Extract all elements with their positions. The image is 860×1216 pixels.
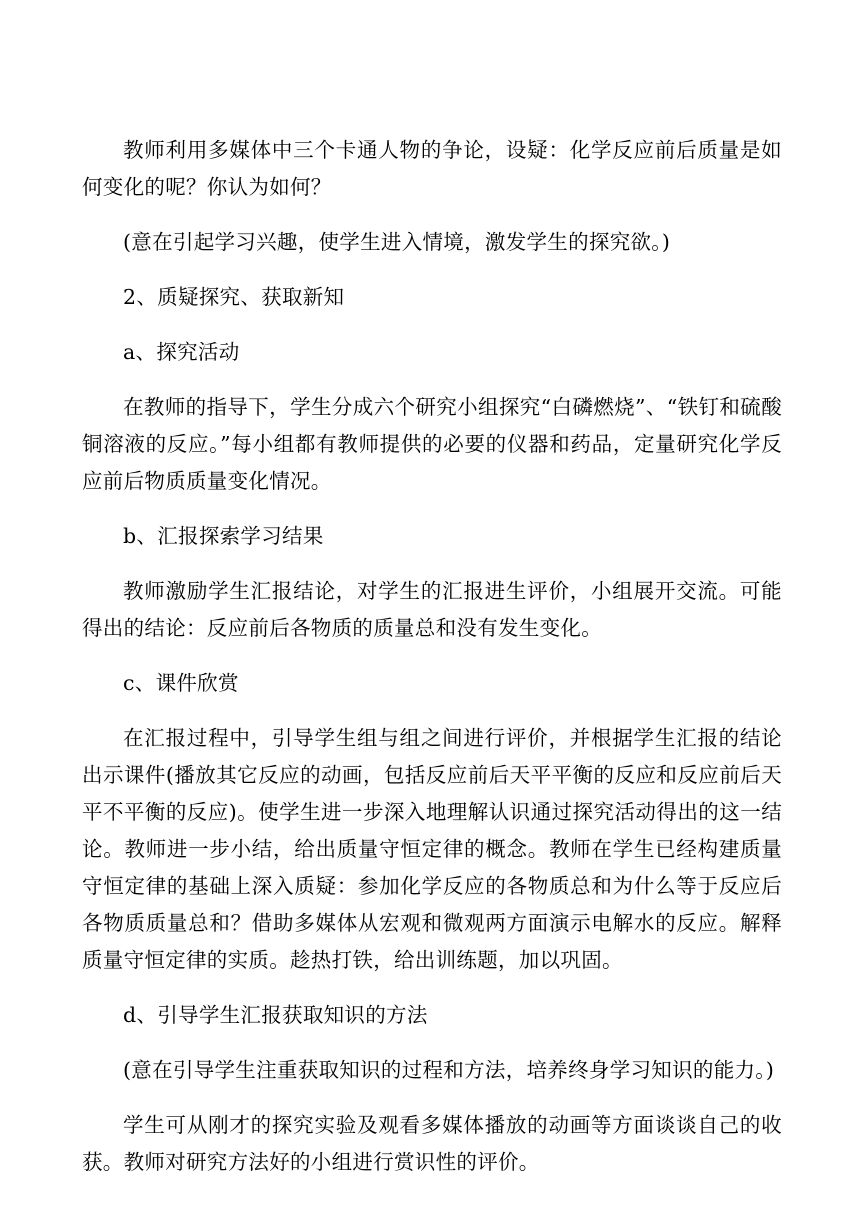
paragraph-reflection: 学生可从刚才的探究实验及观看多媒体播放的动画等方面谈谈自己的收获。教师对研究方法好的小组进行赏识性的评价。 [82, 1113, 782, 1174]
paragraph-purpose-2: (意在引导学生注重获取知识的过程和方法，培养终身学习知识的能力。) [123, 1058, 775, 1082]
paragraph-courseware: 在汇报过程中，引导学生组与组之间进行评价，并根据学生汇报的结论出示课件(播放其它反应的动画，包括反应前后天平平衡的反应和反应前后天平不平衡的反应)。使学生进一步深入地理解认识通过探究活动得出的这一结论。教师进一步小结，给出质量守恒定律的概念。教师在学生已经构建质量守恒定律的基础上深入质疑：参加化学反应的各物质总和为什么等于反应后各物质质量总和？借助多媒体从宏观和微观两方面演示电解水的反应。解释质量守恒定律的实质。趁热打铁，给出训练题，加以巩固。 [82, 726, 782, 972]
paragraph-activity: 在教师的指导下，学生分成六个研究小组探究“白磷燃烧”、“铁钉和硫酸铜溶液的反应。”每小组都有教师提供的必要的仪器和药品，定量研究化学反应前后物质质量变化情况。 [82, 395, 782, 493]
section-heading-2: 2、质疑探究、获取新知 [123, 285, 345, 309]
document-page [82, 132, 782, 1199]
subheading-a: a、探究活动 [123, 340, 240, 364]
subheading-d: d、引导学生汇报获取知识的方法 [123, 1003, 428, 1027]
paragraph-purpose-1: (意在引起学习兴趣，使学生进入情境，激发学生的探究欲。) [123, 230, 671, 254]
paragraph-intro: 教师利用多媒体中三个卡通人物的争论，设疑：化学反应前后质量是如何变化的呢？你认为如何？ [82, 138, 782, 199]
subheading-b: b、汇报探索学习结果 [123, 524, 324, 548]
paragraph-report: 教师激励学生汇报结论，对学生的汇报进生评价，小组展开交流。可能得出的结论：反应前后各物质的质量总和没有发生变化。 [82, 579, 782, 640]
subheading-c: c、课件欣赏 [123, 671, 239, 695]
